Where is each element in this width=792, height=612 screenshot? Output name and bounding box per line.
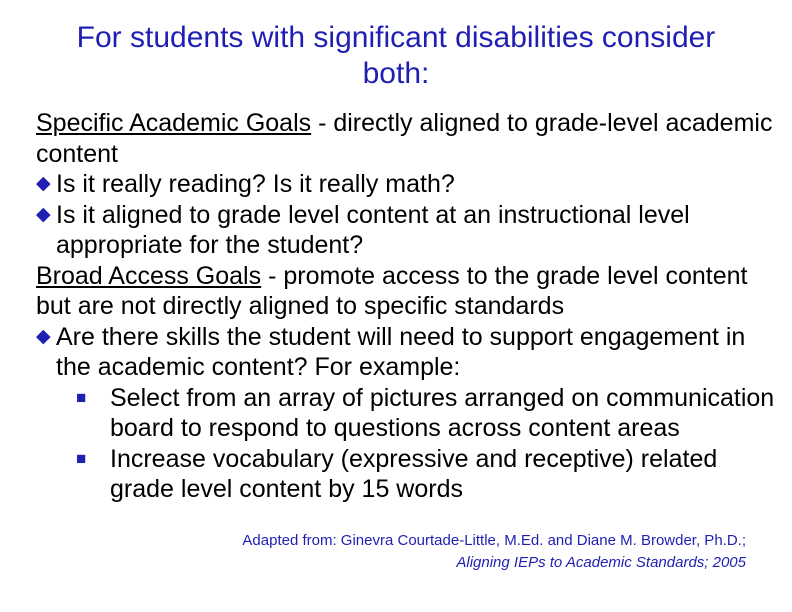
square-bullet-icon: ■ xyxy=(76,448,87,468)
slide-title: For students with significant disabilities consider both: xyxy=(76,21,716,90)
section-broad-access-goals xyxy=(36,261,776,322)
broad-access-goals-heading: Broad Access Goals xyxy=(36,261,262,290)
bullet-text: Is it aligned to grade level content at an instructional level appropriate for the student? xyxy=(56,200,690,259)
citation xyxy=(242,530,746,574)
citation-source: Aligning IEPs to Academic Standards; 2005 xyxy=(456,554,746,571)
section-specific-goals xyxy=(36,108,776,169)
slide-body xyxy=(36,108,776,505)
diamond-bullet-icon: ◆ xyxy=(36,173,51,194)
bullet-text: Are there skills the student will need to support engagement in the academic content? For example: xyxy=(56,322,746,381)
specific-goals-heading: Specific Academic Goals xyxy=(36,109,312,137)
broad-access-goals-description: - promote access to the grade level content but are not directly aligned to specific standards xyxy=(36,261,748,320)
sub-bullet-text: Increase vocabulary (expressive and receptive) related grade level content by 15 words xyxy=(110,444,718,503)
square-bullet-icon: ■ xyxy=(76,387,87,407)
bullet-item xyxy=(36,322,776,383)
sub-bullet-text: Select from an array of pictures arranged on communication board to respond to questions across content areas xyxy=(110,383,775,442)
diamond-bullet-icon: ◆ xyxy=(36,203,51,225)
bullet-text: Is it really reading? Is it really math? xyxy=(56,170,455,198)
citation-authors: Adapted from: Ginevra Courtade-Little, M.Ed. and Diane M. Browder, Ph.D.; xyxy=(242,532,746,549)
sub-bullet-item xyxy=(36,444,776,505)
diamond-bullet-icon: ◆ xyxy=(36,325,51,347)
bullet-item xyxy=(36,200,776,261)
sub-bullet-item xyxy=(36,383,776,444)
specific-goals-description: - directly aligned to grade-level academic content xyxy=(36,109,773,168)
bullet-item xyxy=(36,169,776,200)
